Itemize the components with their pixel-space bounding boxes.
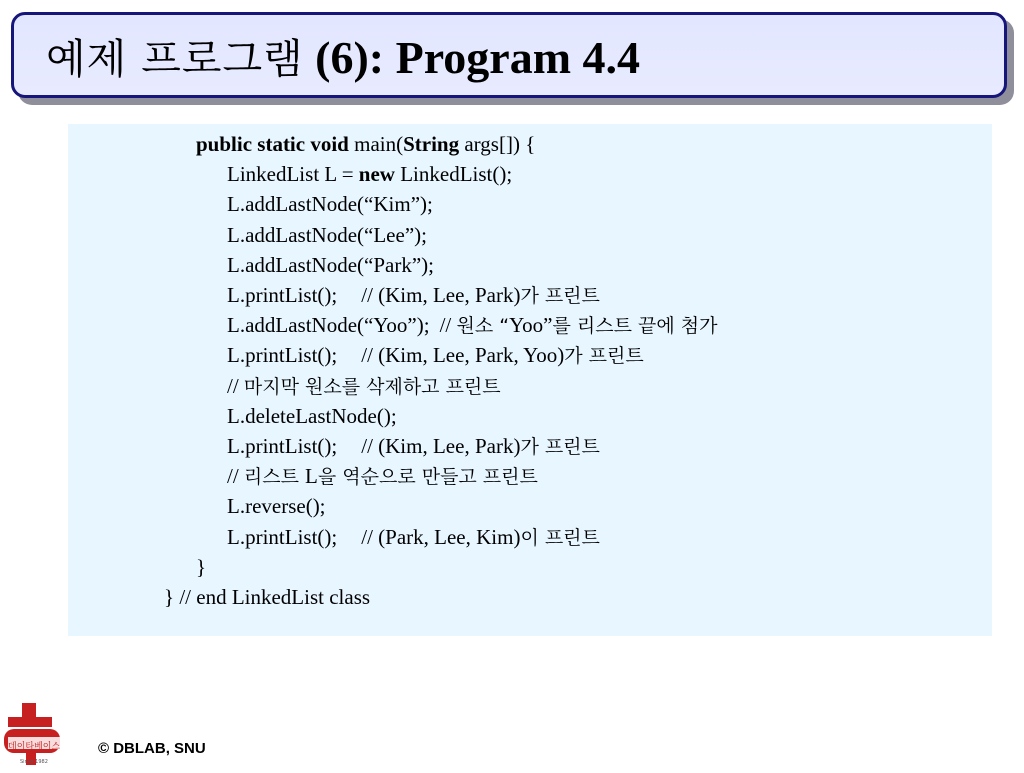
code-comment-korean: 가 프린트	[520, 436, 600, 458]
code-line	[196, 552, 206, 582]
code-line	[196, 129, 535, 159]
code-token: // (Kim, Lee, Park)	[361, 283, 521, 307]
code-token: main(	[348, 132, 404, 156]
code-comment-korean: 가 프린트	[564, 345, 644, 368]
slide-title-english: (6): Program 4.4	[315, 32, 641, 83]
code-token: }	[196, 554, 207, 579]
code-keyword: String	[403, 132, 460, 156]
code-token: L.deleteLastNode();	[227, 403, 397, 428]
code-line	[227, 250, 434, 280]
code-line	[227, 159, 512, 189]
code-token: L.reverse();	[227, 494, 326, 519]
code-line	[227, 431, 600, 461]
code-token: args[]) {	[459, 132, 536, 156]
code-token: // (Kim, Lee, Park, Yoo)	[361, 343, 565, 368]
code-token: L.printList();	[227, 343, 338, 368]
code-token: L.addLastNode(“Kim”);	[227, 192, 433, 217]
logo-text: 데이타베이스	[8, 742, 61, 752]
code-comment-korean: 을 역순으로 만들고 프린트	[317, 466, 538, 489]
logo-since: Since 1982	[20, 759, 48, 765]
code-token: // (Park, Lee, Kim)	[361, 524, 521, 549]
code-line	[227, 189, 433, 219]
code-line	[227, 491, 326, 521]
code-token: Yoo”	[509, 313, 553, 338]
slide-title-korean: 예제 프로그램	[46, 35, 304, 83]
code-comment-korean: 원소 “	[456, 315, 510, 338]
code-token: L.addLastNode(“Yoo”);	[227, 313, 430, 338]
code-line	[164, 582, 370, 612]
code-token: //	[227, 373, 244, 398]
code-comment-korean: 가 프린트	[520, 285, 600, 307]
code-line	[227, 280, 600, 310]
code-line	[227, 371, 501, 401]
code-comment-korean: 를 리스트 끝에 첨가	[552, 315, 718, 338]
code-token: //	[439, 313, 457, 338]
dblab-logo	[0, 699, 76, 768]
code-token: // (Kim, Lee, Park)	[361, 434, 521, 458]
code-line	[227, 310, 717, 340]
code-line	[227, 401, 397, 431]
code-line	[227, 220, 427, 250]
code-token: LinkedList L =	[227, 162, 359, 187]
code-line	[227, 522, 600, 552]
code-token: L.printList();	[227, 283, 338, 307]
code-comment-korean: 리스트	[243, 466, 306, 489]
slide-title	[46, 32, 641, 83]
code-token: LinkedList();	[394, 162, 513, 187]
code-token: L.printList();	[227, 524, 338, 549]
footer-copyright: © DBLAB, SNU	[98, 740, 206, 757]
code-token: L.printList();	[227, 434, 338, 458]
code-comment-korean: 마지막 원소를 삭제하고 프린트	[243, 375, 501, 398]
code-line	[227, 461, 538, 491]
code-token: L	[305, 464, 318, 489]
code-token: L.addLastNode(“Park”);	[227, 252, 434, 277]
code-keyword: public static void	[196, 132, 349, 156]
dblab-logo-icon	[0, 699, 76, 768]
code-token: L.addLastNode(“Lee”);	[227, 222, 427, 247]
code-comment-korean: 이 프린트	[520, 526, 600, 549]
code-token: } // end LinkedList class	[164, 585, 371, 609]
code-listing	[68, 124, 992, 636]
code-keyword: new	[358, 162, 395, 187]
code-token: //	[227, 464, 244, 489]
code-line	[227, 340, 644, 370]
title-banner	[11, 12, 1007, 98]
